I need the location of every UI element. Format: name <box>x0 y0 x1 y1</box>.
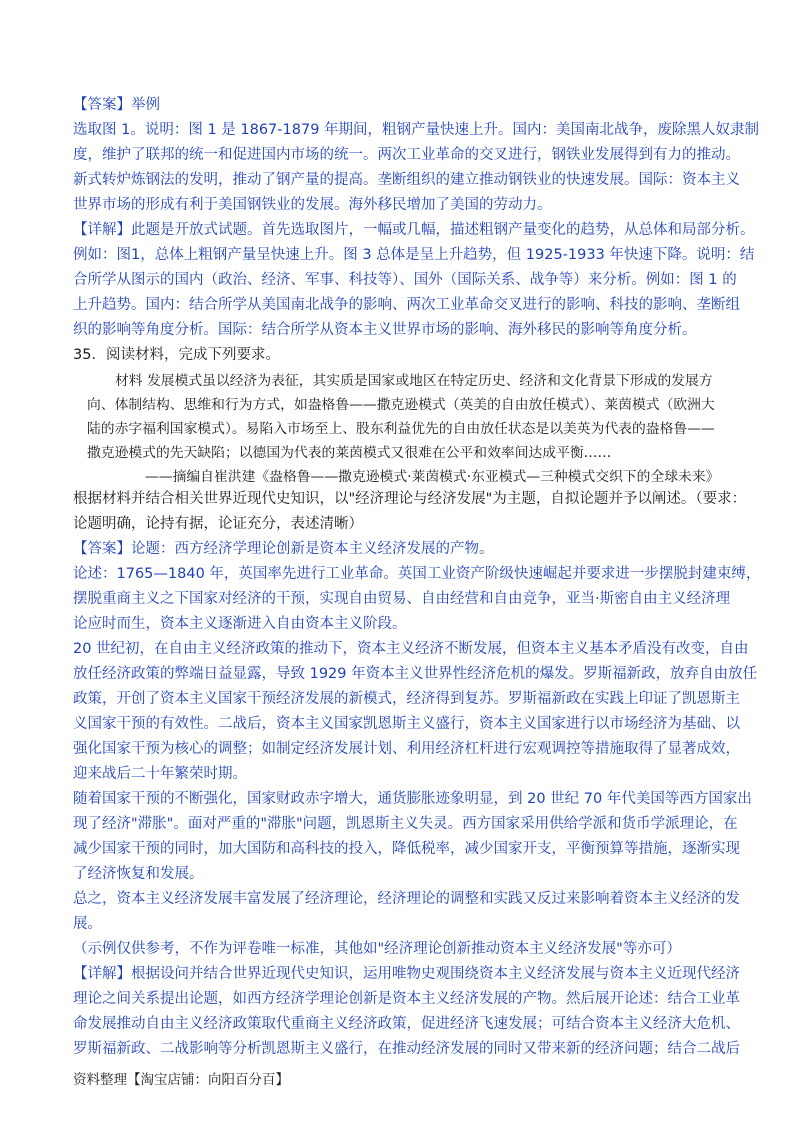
question-prompt <box>73 487 747 537</box>
answer-2-line: 展。 <box>73 916 102 932</box>
material-line: 向、体制结构、思维和行为方式，如盎格鲁——撒克逊模式（英美的自由放任模式）、莱茵模式（欧洲大 <box>87 397 715 413</box>
answer-1-block <box>73 93 760 218</box>
detail-1-line: 合所学从图示的国内（政治、经济、军事、科技等）、国外（国际关系、战争等）来分析。例如：图 1 的 <box>73 272 737 288</box>
answer-2-line: 强化国家干预为核心的调整；如制定经济发展计划、利用经济杠杆进行宏观调控等措施取得了显著成效， <box>73 741 740 757</box>
answer-2-line: 了经济恢复和发展。 <box>73 866 204 882</box>
detail-1-line: 织的影响等角度分析。国际：结合所学从资本主义世界市场的影响、海外移民的影响等角度分析。 <box>73 322 697 338</box>
answer-2-block <box>73 537 761 962</box>
detail-tag: 【详解】 <box>73 966 131 982</box>
detail-1-first-text: 此题是开放式试题。首先选取图片，一幅或几幅，描述粗钢产量变化的趋势，从总体和局部分析。 <box>131 222 755 238</box>
answer-2-line: 20 世纪初，在自由主义经济政策的推动下，资本主义经济不断发展，但资本主义基本矛盾没有改变，自由 <box>73 641 749 657</box>
detail-2-line: 罗斯福新政、二战影响等分析凯恩斯主义盛行，在推动经济发展的同时又带来新的经济问题；结合二战后 <box>73 1041 740 1057</box>
detail-1-line: 上升趋势。国内：结合所学从美国南北战争的影响、两次工业革命交叉进行的影响、科技的影响、垄断组 <box>73 297 740 313</box>
answer-1-line: 选取图 1。说明：图 1 是 1867-1879 年期间，粗钢产量快速上升。国内：美国南北战争，废除黑人奴隶制 <box>73 122 760 138</box>
detail-2-line: 命发展推动自由主义经济政策取代重商主义经济政策，促进经济飞速发展；可结合资本主义经济大危机、 <box>73 1016 740 1032</box>
answer-tag: 【答案】 <box>73 541 131 557</box>
detail-1-block <box>73 218 755 343</box>
detail-2-first-text: 根据设问并结合世界近现代史知识，运用唯物史观围绕资本主义经济发展与资本主义近现代经济 <box>131 966 740 982</box>
material-line: 陆的赤字福利国家模式）。易陷入市场至上、股东利益优先的自由放任状态是以美英为代表的盎格鲁—— <box>87 421 715 437</box>
answer-tag: 【答案】 <box>73 97 131 113</box>
answer-2-line: 随着国家干预的不断强化，国家财政赤字增大，通货膨胀迹象明显，到 20 世纪 70 年代美国等西方国家出 <box>73 791 752 807</box>
answer-1-heading <box>73 93 728 118</box>
answer-2-line: 政策，开创了资本主义国家干预经济发展的新模式，经济得到复苏。罗斯福新政在实践上印证了凯恩斯主 <box>73 691 740 707</box>
question-35-heading <box>73 343 728 368</box>
detail-tag: 【详解】 <box>73 222 131 238</box>
answer-2-line: 总之，资本主义经济发展丰富发展了经济理论，经济理论的调整和实践又反过来影响着资本主义经济的发 <box>73 891 740 907</box>
material-source: ——摘编自崔洪建《盎格鲁——撒克逊模式·莱茵模式·东亚模式—三种模式交织下的全球未来》 <box>145 469 720 485</box>
answer-2-line: 放任经济政策的弊端日益显露，导致 1929 年资本主义世界性经济危机的爆发。罗斯福新政，放弃自由放任 <box>73 666 758 682</box>
answer-2-head: 论题：西方经济学理论创新是资本主义经济发展的产物。 <box>131 541 494 557</box>
prompt-line: 根据材料并结合相关世界近现代史知识，以"经济理论与经济发展"为主题，自拟论题并予以阐述。（要求： <box>73 491 747 507</box>
detail-2-block <box>73 962 740 1062</box>
answer-2-line: 减少国家干预的同时，加大国防和高科技的投入，降低税率，减少国家开支，平衡预算等措施，逐渐实现 <box>73 841 740 857</box>
material-block <box>85 369 725 489</box>
answer-2-note: （示例仅供参考，不作为评卷唯一标准，其他如"经济理论创新推动资本主义经济发展"等亦可） <box>73 941 681 957</box>
answer-2-line: 现了经济"滞胀"。面对严重的"滞胀"问题，凯恩斯主义失灵。西方国家采用供给学派和货币学派理论，在 <box>73 816 738 832</box>
answer-1-line: 新式转炉炼钢法的发明，推动了钢产量的提高。垄断组织的建立推动钢铁业的快速发展。国际：资本主义 <box>73 172 740 188</box>
detail-2-line: 理论之间关系提出论题，如西方经济学理论创新是资本主义经济发展的产物。然后展开论述：结合工业革 <box>73 991 740 1007</box>
answer-2-line: 义国家干预的有效性。二战后，资本主义国家凯恩斯主义盛行，资本主义国家进行以市场经济为基础、以 <box>73 716 740 732</box>
material-line: 撒克逊模式的先天缺陷；以德国为代表的莱茵模式又很难在公平和效率间达成平衡…… <box>87 445 612 461</box>
prompt-line: 论题明确，论持有据，论证充分，表述清晰） <box>73 516 363 532</box>
answer-2-heading <box>73 537 728 562</box>
answer-2-line: 摆脱重商主义之下国家对经济的干预，实现自由贸易、自由经营和自由竞争，亚当·斯密自由主义经济理 <box>73 591 731 607</box>
answer-2-line: 论述：1765—1840 年，英国率先进行工业革命。英国工业资产阶级快速崛起并要求进一步摆脱封建束缚， <box>73 566 761 582</box>
question-35-heading-text: 35．阅读材料，完成下列要求。 <box>73 347 280 363</box>
detail-1-line: 例如：图1，总体上粗钢产量呈快速上升。图 3 总体是呈上升趋势，但 1925-1933 年快速下降。说明：结 <box>73 247 755 263</box>
detail-2-first-line <box>73 962 740 987</box>
material-line: 材料 发展模式虽以经济为表征，其实质是国家或地区在特定历史、经济和文化背景下形成的发展方 <box>115 373 713 389</box>
detail-1-first-line <box>73 218 755 243</box>
answer-2-line: 迎来战后二十年繁荣时期。 <box>73 766 247 782</box>
answer-1-head: 举例 <box>131 97 160 113</box>
answer-1-line: 世界市场的形成有利于美国钢铁业的发展。海外移民增加了美国的劳动力。 <box>73 197 552 213</box>
page-footer: 资料整理【淘宝店铺：向阳百分百】 <box>73 1072 289 1088</box>
answer-1-line: 度，维护了联邦的统一和促进国内市场的统一。两次工业革命的交叉进行，钢铁业发展得到有力的推动。 <box>73 147 740 163</box>
answer-2-line: 论应时而生，资本主义逐渐进入自由资本主义阶段。 <box>73 616 407 632</box>
